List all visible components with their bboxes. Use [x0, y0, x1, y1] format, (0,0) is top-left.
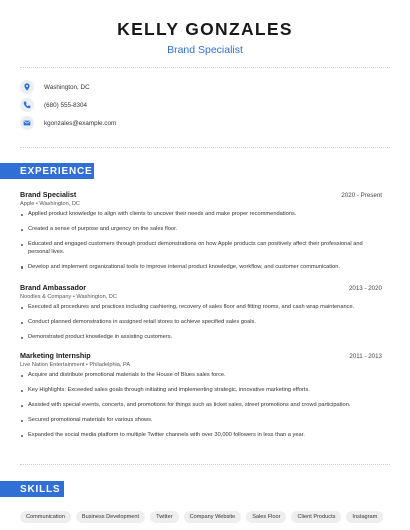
- contact-phone: [20, 96, 116, 114]
- skill-tag: Communication: [20, 511, 71, 523]
- job-dates: 2013 - 2020: [348, 285, 382, 292]
- contact-location: [20, 78, 116, 96]
- skill-tag: Client Products: [291, 511, 341, 523]
- job-bullets: [20, 304, 382, 342]
- skill-tag: Sales Floor: [246, 511, 286, 523]
- bullet-item: Assisted with special events, concerts, and promotions for things such as ticket sales, street promotions and crowd participation.: [20, 402, 382, 410]
- bullet-item: Demonstrated product knowledge in assisting customers.: [20, 334, 382, 342]
- job-company-location: Noodles & Company • Washington, DC: [20, 294, 117, 300]
- skill-tag: Twitter: [150, 511, 178, 523]
- job-role: Marketing Internship: [20, 351, 91, 360]
- phone-icon: [20, 98, 34, 112]
- job-role: Brand Specialist: [20, 190, 77, 199]
- skill-tag: Business Development: [76, 511, 145, 523]
- bullet-item: Executed all procedures and practices including cashiering, recovery of sales floor and fitting rooms, and cash wrap maintenance.: [20, 304, 382, 312]
- job-company-location: Apple • Washington, DC: [20, 201, 80, 207]
- skill-tag: Company Website: [184, 511, 242, 523]
- job-company-location: Live Nation Entertainment • Philadelphia, PA: [20, 362, 131, 368]
- bullet-item: Conduct planned demonstrations in assigned retail stores to achieve specified sales goals.: [20, 319, 382, 327]
- resume-header: [0, 0, 410, 56]
- candidate-title: Brand Specialist: [167, 44, 243, 56]
- job-bullets: [20, 372, 382, 440]
- candidate-name: KELLY GONZALES: [117, 19, 293, 39]
- experience-divider: [20, 464, 390, 465]
- experience-heading: EXPERIENCE: [0, 163, 94, 179]
- bullet-item: Educated and engaged customers through product demonstrations on how Apple products can positively affect their professional and personal lives.: [20, 241, 382, 256]
- contact-location-text: Washington, DC: [44, 83, 90, 91]
- email-icon: [20, 116, 34, 130]
- skills-list: [20, 511, 390, 523]
- bullet-item: Expanded the social media platform to multiple Twitter channels with over 30,000 followers in less than a year.: [20, 432, 382, 440]
- contact-email-text: kgonzales@example.com: [44, 119, 117, 127]
- bullet-item: Acquire and distribute promotional materials to the House of Blues sales force.: [20, 372, 382, 380]
- contact-phone-text: (680) 555-8304: [44, 101, 88, 109]
- bullet-item: Created a sense of purpose and urgency on the sales floor.: [20, 226, 382, 234]
- bullet-item: Key Highlights: Exceeded sales goals through initiating and implementing strategic, innovative marketing efforts.: [20, 387, 382, 395]
- job-dates: 2020 - Present: [341, 192, 382, 199]
- skills-heading: SKILLS: [0, 481, 64, 497]
- job-dates: 2011 - 2013: [349, 353, 382, 360]
- contact-divider: [20, 147, 390, 148]
- bullet-item: Develop and implement organizational tools to improve internal product knowledge, workflow, and customer communication.: [20, 264, 382, 272]
- bullet-item: Applied product knowledge to align with clients to uncover their needs and make proper recommendations.: [20, 211, 382, 219]
- contact-list: [20, 78, 116, 132]
- job-bullets: [20, 211, 382, 271]
- location-pin-icon: [20, 80, 34, 94]
- job-role: Brand Ambassador: [20, 283, 87, 292]
- experience-item: [20, 351, 382, 447]
- contact-email: [20, 114, 116, 132]
- skill-tag: Instagram: [346, 511, 383, 523]
- experience-item: [20, 283, 382, 349]
- header-divider: [20, 67, 390, 68]
- experience-item: [20, 190, 382, 279]
- bullet-item: Secured promotional materials for various shows.: [20, 417, 382, 425]
